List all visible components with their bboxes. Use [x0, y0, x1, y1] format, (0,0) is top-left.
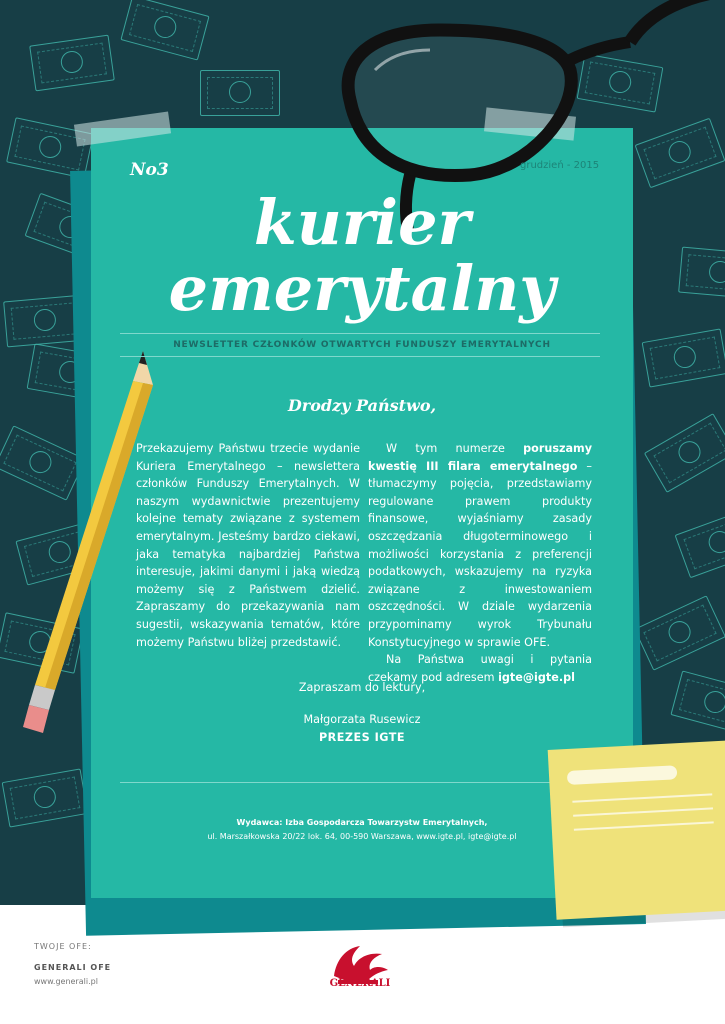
- sticky-line: [573, 807, 713, 816]
- divider: [120, 782, 600, 783]
- banknote-icon: [644, 413, 725, 493]
- contact-email: igte@igte.pl: [498, 670, 575, 684]
- sticky-line: [574, 821, 714, 830]
- banknote-icon: [120, 0, 209, 61]
- sticky-highlight: [567, 765, 678, 785]
- banknote-icon: [634, 595, 725, 670]
- divider: [120, 356, 600, 357]
- text-span: W tym numerze: [386, 442, 524, 455]
- signer-title: PREZES IGTE: [318, 731, 406, 744]
- publisher-name: Wydawca: Izba Gospodarcza Towarzystw Emerytalnych,: [236, 818, 488, 827]
- greeting: Drodzy Państwo,: [287, 396, 437, 415]
- letter-column-left: [136, 440, 360, 651]
- issue-date: grudzień - 2015: [520, 160, 600, 171]
- issue-number: No3: [130, 160, 169, 180]
- publisher-address: ul. Marszałkowska 20/22 lok. 64, 00-590 Warszawa, www.igte.pl, igte@igte.pl: [207, 832, 517, 841]
- banknote-icon: [29, 35, 115, 92]
- banknote-icon: [670, 670, 725, 735]
- footer-label: TWOJE OFE:: [34, 942, 92, 951]
- masthead-title-line2: emerytalny: [168, 252, 556, 325]
- text-span: – tłumaczymy pojęcia, przedstawiamy regulowane prawem produkty finansowe, wyjaśniamy zasady oszczędzania długoterminowego i możliwości korzystania z preferencji podatkowych, wskazujemy na ryzyka związane z inwestowaniem oszczędności. W dziale wydarzenia przypominamy wyrok Trybunału Konstytucyjnego w sprawie OFE.: [368, 459, 592, 649]
- closing-line: Zapraszam do lektury,: [298, 681, 426, 694]
- brand-logo-text: GENERALI: [329, 978, 391, 989]
- banknote-icon: [678, 247, 725, 300]
- footer-url[interactable]: www.generali.pl: [34, 977, 98, 986]
- divider: [120, 333, 600, 334]
- banknote-icon: [642, 328, 725, 387]
- letter-paragraph: Przekazujemy Państwu trzecie wydanie Kuriera Emerytalnego – newslettera członków Funduszy Emerytalnych. W naszym wydawnictwie prezentujemy kolejne tematy związane z systemem emerytalnym. Jesteśmy bardzo ciekawi, jaka tematyka najbardziej Państwa interesuje, jakimi danymi i jaką wiedzą możemy się z Państwem dzielić. Zapraszamy do przekazywania nam sugestii, wskazywania tematów, które możemy Państwu bliżej przedstawić.: [136, 442, 360, 649]
- sticky-note: [548, 740, 725, 919]
- highlight-text: poruszamy kwestię III filara emerytalnego: [368, 442, 592, 473]
- letter-column-right: [368, 440, 592, 686]
- masthead-title-line1: kurier: [253, 186, 471, 259]
- banknote-icon: [200, 70, 280, 116]
- letter-paragraph: [368, 440, 592, 651]
- banknote-icon: [675, 508, 725, 579]
- footer-company: GENERALI OFE: [34, 963, 112, 972]
- masthead-subtitle: NEWSLETTER CZŁONKÓW OTWARTYCH FUNDUSZY EMERYTALNYCH: [173, 340, 551, 350]
- signer-name: Małgorzata Rusewicz: [303, 713, 421, 726]
- sticky-line: [572, 793, 712, 802]
- banknote-icon: [2, 768, 89, 827]
- text-span: Na Państwa uwagi i pytania czekamy pod adresem: [368, 653, 592, 684]
